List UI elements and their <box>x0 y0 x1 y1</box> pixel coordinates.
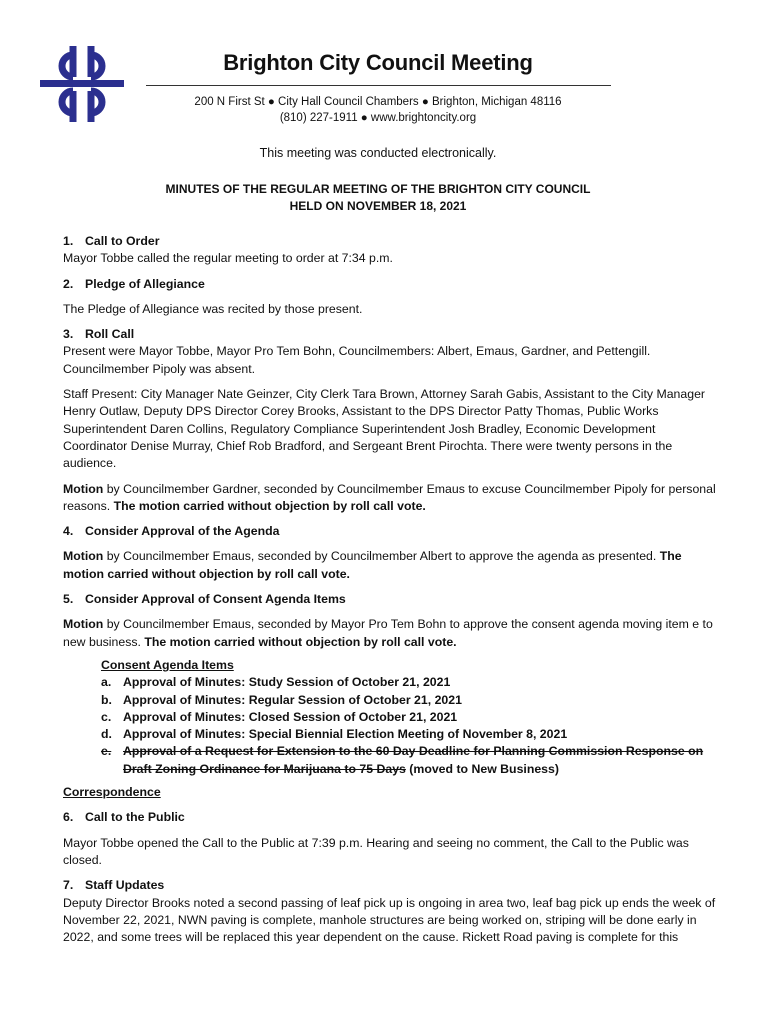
list-item: a. Approval of Minutes: Study Session of October 21, 2021 <box>101 675 451 690</box>
section-heading-roll-call: 3. Roll Call <box>63 327 135 342</box>
section-text-pledge: The Pledge of Allegiance was recited by those present. <box>63 301 363 316</box>
list-item-struck: e. Approval of a Request for Extension to the 60 Day Deadline for Planning Commission Response on Draft Zoning Ordinance for Marijuana to 75 Days (moved to New Business) <box>101 744 704 776</box>
section-heading-call-to-order: 1. Call to Order <box>63 234 160 248</box>
roll-call-staff: Staff Present: City Manager Nate Geinzer, City Clerk Tara Brown, Attorney Sarah Gabis, Assistant to the City Manager Henry Outlaw, Deputy DPS Director Corey Brooks, Assistant to the DPS Director Patty Thomas, Public Works Superintendent Daren Collins, Regulatory Compliance Superintendent Josh Bradley, Economic Development Coordinator Denise Murray, Chief Rob Bradford, and Sergeant Brent Pirochta. There were twenty persons in the audience. <box>63 387 706 471</box>
minutes-title-line-2: HELD ON NOVEMBER 18, 2021 <box>289 199 467 213</box>
section-heading-staff-updates: 7. Staff Updates <box>63 878 165 893</box>
list-item: c. Approval of Minutes: Closed Session of October 21, 2021 <box>101 709 458 724</box>
minutes-title <box>146 181 610 215</box>
roll-call-present: Present were Mayor Tobbe, Mayor Pro Tem Bohn, Councilmembers: Albert, Emaus, Gardner, and Pettengill. Councilmember Pipoly was absent. <box>63 344 651 376</box>
consent-agenda-heading: Consent Agenda Items <box>101 657 234 672</box>
correspondence-heading: Correspondence <box>63 785 161 800</box>
section-text-call-to-order: Mayor Tobbe called the regular meeting to order at 7:34 p.m. <box>63 251 393 266</box>
section-heading-call-to-public: 6. Call to the Public <box>63 810 185 825</box>
consent-agenda-list <box>101 657 723 778</box>
minutes-body <box>63 233 723 946</box>
contact-line: (810) 227-1911 ● www.brightoncity.org <box>279 112 477 124</box>
brighton-city-logo <box>40 42 124 126</box>
consent-agenda-motion: Motion by Councilmember Emaus, seconded by Mayor Pro Tem Bohn to approve the consent agenda moving item e to new business. The motion carried without objection by roll call vote. <box>63 617 713 649</box>
title-divider <box>146 85 611 86</box>
section-text-staff-updates: Deputy Director Brooks noted a second passing of leaf pick up is ongoing in area two, leaf bag pick up ends the week of November 22, 2021, NWN paving is complete, manhole structures are being worked on, striping will be done early in 2022, and some trees will be replaced this year dependent on the cause. Rickett Road paving is complete for this <box>63 895 716 945</box>
section-heading-pledge: 2. Pledge of Allegiance <box>63 276 205 291</box>
roll-call-motion: Motion by Councilmember Gardner, seconded by Councilmember Emaus to excuse Councilmember Pipoly for personal reasons. The motion carried without objection by roll call vote. <box>63 481 716 513</box>
list-item: d. Approval of Minutes: Special Biennial Election Meeting of November 8, 2021 <box>101 727 568 742</box>
list-item: b. Approval of Minutes: Regular Session of October 21, 2021 <box>101 692 462 707</box>
agenda-motion: Motion by Councilmember Emaus, seconded by Councilmember Albert to approve the agenda as presented. The motion carried without objection by roll call vote. <box>63 549 682 581</box>
section-heading-agenda: 4. Consider Approval of the Agenda <box>63 524 280 539</box>
address-line: 200 N First St ● City Hall Council Chambers ● Brighton, Michigan 48116 <box>194 96 562 108</box>
electronic-notice: This meeting was conducted electronically. <box>259 146 497 160</box>
section-text-call-to-public: Mayor Tobbe opened the Call to the Public at 7:39 p.m. Hearing and seeing no comment, the Call to the Public was closed. <box>63 835 689 867</box>
section-heading-consent-agenda: 5. Consider Approval of Consent Agenda Items <box>63 592 346 607</box>
page-title: Brighton City Council Meeting <box>223 50 533 75</box>
minutes-title-line-1: MINUTES OF THE REGULAR MEETING OF THE BRIGHTON CITY COUNCIL <box>165 182 591 196</box>
